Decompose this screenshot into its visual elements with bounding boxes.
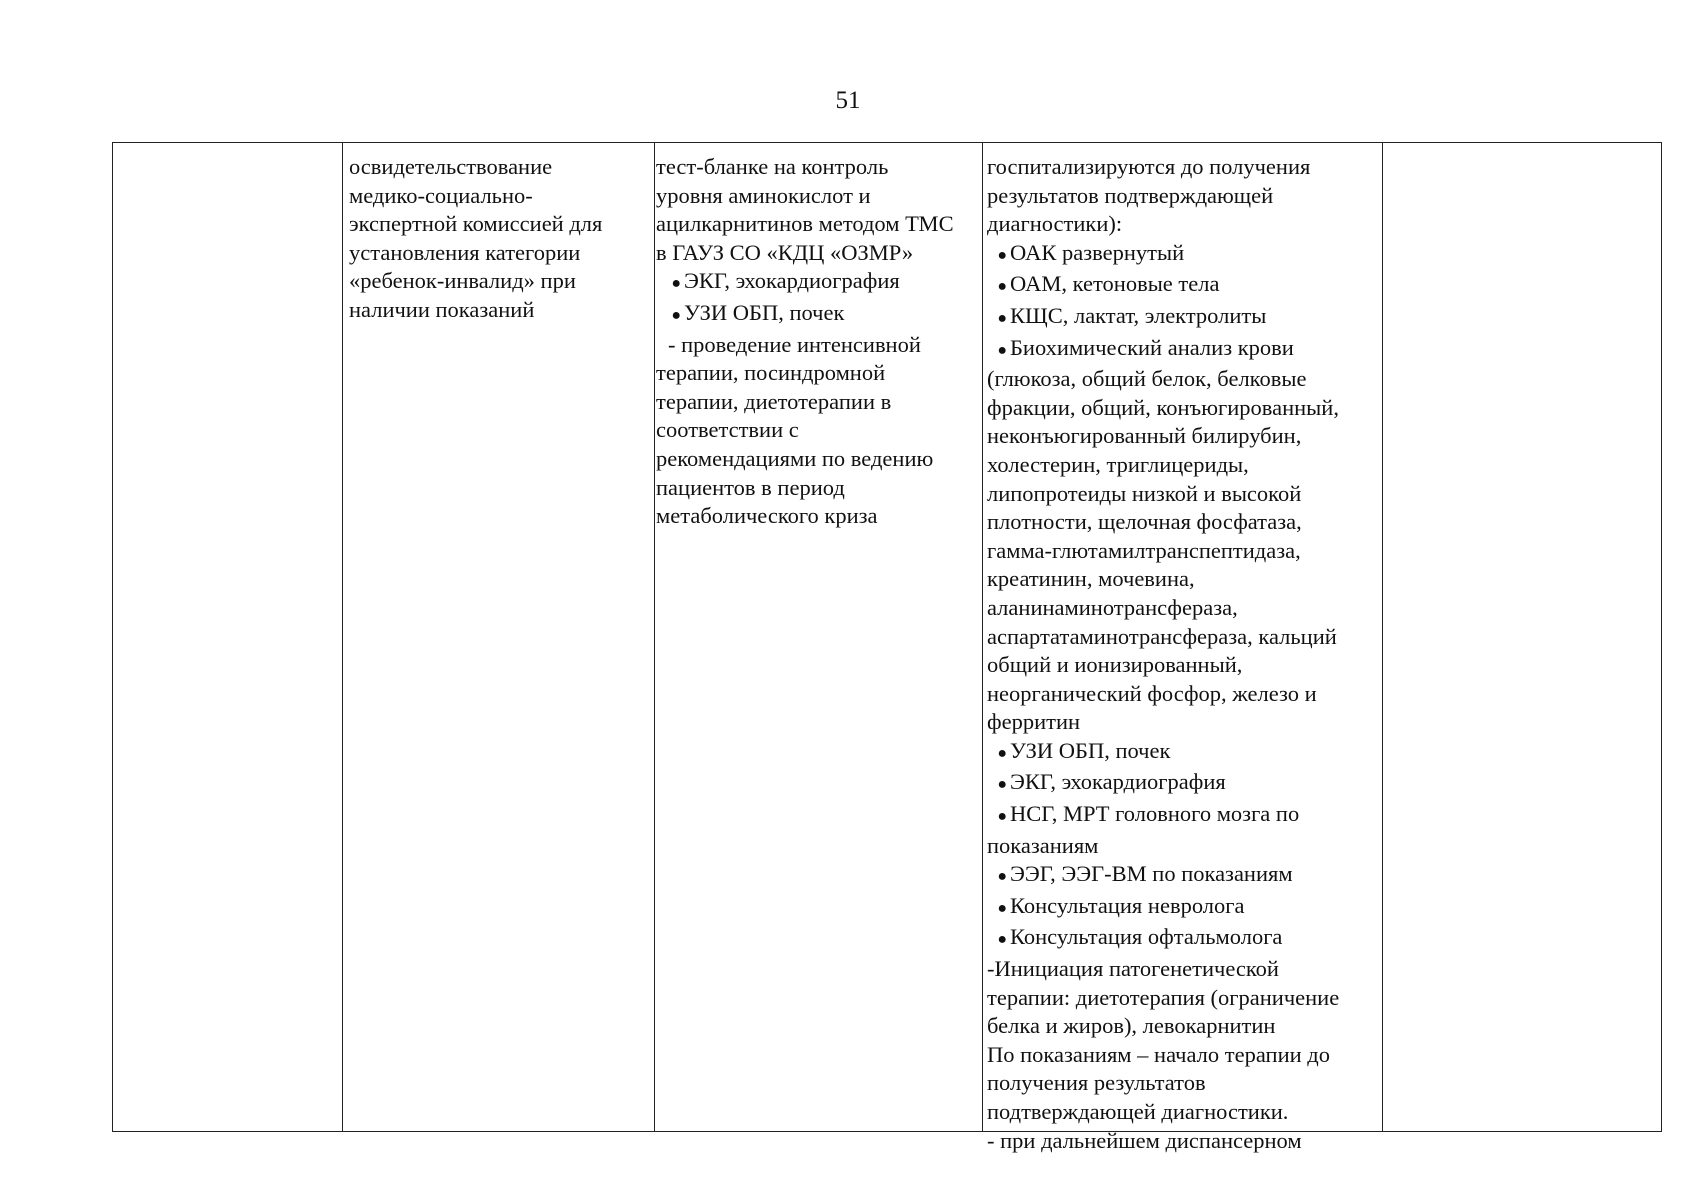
cell-text-line: неорганический фосфор, железо и: [987, 680, 1317, 706]
cell-text-line: соответствии с: [656, 417, 799, 443]
table-cell-col2: [343, 143, 655, 1131]
bullet-item: [987, 860, 1378, 892]
cell-text-line: По показаниям – начало терапии до: [987, 1041, 1330, 1067]
bullet-icon: ●: [997, 776, 1007, 794]
bullet-text: КЩС, лактат, электролиты: [1010, 302, 1267, 328]
cell-text-line: рекомендациями по ведению: [656, 445, 934, 471]
page-number: 51: [835, 87, 861, 114]
bullet-text: ЭКГ, эхокардиография: [1010, 769, 1226, 795]
table-cell-col5: [1383, 143, 1661, 1131]
cell-text-line: установления категории: [349, 239, 581, 265]
cell-text-line: аланинаминотрансфераза,: [987, 594, 1238, 620]
bullet-item: [656, 299, 978, 331]
cell-text-line: - проведение интенсивной: [668, 331, 921, 357]
cell-text-line: получения результатов: [987, 1070, 1206, 1096]
bullet-icon: ●: [671, 306, 681, 324]
cell-text-line: аспартатаминотрансфераза, кальций: [987, 623, 1337, 649]
bullet-item: [987, 800, 1378, 832]
bullet-text: НСГ, МРТ головного мозга по: [1010, 801, 1300, 827]
bullet-text: ОАМ, кетоновые тела: [1010, 271, 1220, 297]
cell-text-line: (глюкоза, общий белок, белковые: [987, 366, 1307, 392]
cell-text-line: гамма-глютамилтранспептидаза,: [987, 537, 1301, 563]
bullet-icon: ●: [997, 744, 1007, 762]
cell-text-line: терапии, диетотерапии в: [656, 388, 892, 414]
cell-text-line: белка и жиров), левокарнитин: [987, 1013, 1276, 1039]
bullet-item: [987, 768, 1378, 800]
cell-text-line: метаболического криза: [656, 503, 878, 529]
bullet-text: Биохимический анализ крови: [1010, 334, 1294, 360]
cell-text-line: пациентов в период: [656, 474, 845, 500]
cell-text-line: в ГАУЗ СО «КДЦ «ОЗМР»: [656, 239, 914, 265]
cell-text-line: подтверждающей диагностики.: [987, 1099, 1289, 1124]
bullet-item: [656, 267, 978, 299]
bullet-icon: ●: [997, 246, 1007, 264]
cell-text-line: диагностики):: [987, 211, 1123, 237]
cell-text-line: тест-бланке на контроль: [656, 154, 889, 179]
bullet-icon: ●: [997, 808, 1007, 826]
bullet-icon: ●: [997, 899, 1007, 917]
bullet-icon: ●: [997, 278, 1007, 296]
bullet-icon: ●: [671, 275, 681, 293]
cell-text-line: результатов подтверждающей: [987, 182, 1274, 208]
cell-text-line: креатинин, мочевина,: [987, 566, 1195, 592]
cell-text-line: показаниям: [987, 832, 1099, 858]
bullet-icon: ●: [997, 309, 1007, 327]
bullet-text: ЭЭГ, ЭЭГ-ВМ по показаниям: [1010, 861, 1293, 887]
bullet-text: Консультация офтальмолога: [1010, 924, 1283, 950]
cell-text-line: госпитализируются до получения: [987, 154, 1311, 179]
table-cell-col1: [113, 143, 343, 1131]
cell-text-line: - при дальнейшем диспансерном: [987, 1127, 1302, 1153]
cell-text-line: неконъюгированный билирубин,: [987, 423, 1302, 449]
cell-text-line: уровня аминокислот и: [656, 182, 871, 208]
bullet-item: [987, 334, 1378, 366]
bullet-icon: ●: [997, 868, 1007, 886]
cell-text-line: ферритин: [987, 709, 1081, 735]
cell-text-line: фракции, общий, конъюгированный,: [987, 394, 1339, 420]
cell-text-line: общий и ионизированный,: [987, 652, 1243, 678]
cell-text-line: -Инициация патогенетической: [987, 956, 1279, 982]
bullet-item: [987, 270, 1378, 302]
bullet-item: [987, 737, 1378, 769]
bullet-text: Консультация невролога: [1010, 892, 1245, 918]
bullet-text: ОАК развернутый: [1010, 239, 1185, 265]
cell-text-line: «ребенок-инвалид» при: [349, 268, 576, 294]
cell-text-line: терапии, посиндромной: [656, 360, 886, 386]
cell-text-line: экспертной комиссией для: [349, 211, 603, 237]
bullet-icon: ●: [997, 341, 1007, 359]
bullet-item: [987, 923, 1378, 955]
document-table: [112, 142, 1662, 1153]
cell-text-line: липопротеиды низкой и высокой: [987, 480, 1302, 506]
cell-text-line: наличии показаний: [349, 296, 535, 322]
bullet-text: УЗИ ОБП, почек: [1010, 737, 1171, 763]
cell-text-line: ацилкарнитинов методом ТМС: [656, 211, 954, 237]
table-cell-col4: [983, 143, 1383, 1153]
cell-text-line: медико-социально-: [349, 182, 533, 208]
bullet-item: [987, 239, 1378, 271]
bullet-text: УЗИ ОБП, почек: [684, 299, 845, 325]
cell-text-line: терапии: диетотерапия (ограничение: [987, 984, 1340, 1010]
bullet-item: [987, 302, 1378, 334]
cell-text-line: освидетельствование: [349, 154, 553, 179]
cell-text-line: холестерин, триглицериды,: [987, 451, 1249, 477]
cell-text-line: плотности, щелочная фосфатаза,: [987, 509, 1302, 535]
bullet-item: [987, 892, 1378, 924]
bullet-icon: ●: [997, 931, 1007, 949]
table-cell-col3: [655, 143, 983, 1131]
bullet-text: ЭКГ, эхокардиография: [684, 268, 900, 294]
